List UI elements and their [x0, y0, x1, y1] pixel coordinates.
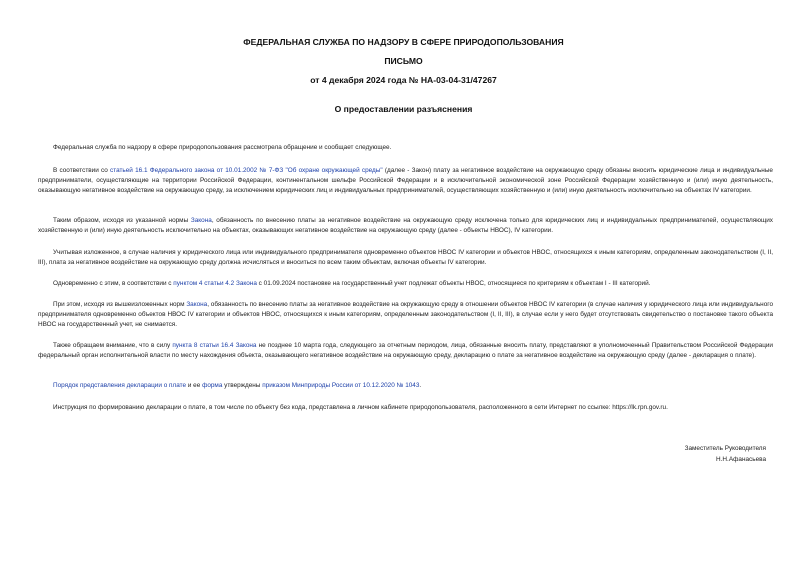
- declaration-form-link[interactable]: форма: [202, 382, 223, 389]
- paragraph-5: [38, 279, 773, 289]
- declaration-procedure-link[interactable]: Порядок представления декларации о плате: [53, 382, 187, 389]
- paragraph-7-text-a: Также обращаем внимание, что в силу: [53, 342, 173, 349]
- paragraph-3-text-a: Таким образом, исходя из указанной нормы: [53, 217, 191, 224]
- paragraph-5-text-a: Одновременно с этим, в соответствии с: [53, 280, 174, 287]
- law-7fz-article-16-1-link[interactable]: статьей 16.1 Федерального закона от 10.01.2002 № 7-ФЗ "Об охране окружающей среды": [110, 167, 383, 174]
- paragraph-1-text: Федеральная служба по надзору в сфере природопользования рассмотрела обращение и сообщает следующее.: [53, 144, 392, 151]
- paragraph-3: [38, 216, 773, 236]
- paragraph-8-text-c: .: [419, 382, 422, 389]
- paragraph-8-text-a: и ее: [186, 382, 203, 389]
- document-type: ПИСЬМО: [384, 56, 423, 66]
- paragraph-5-text-b: с 01.09.2024 постановке на государственный учет подлежат объекты НВОС, относящиеся по критериям к объектам I - III категорий.: [256, 280, 651, 287]
- signature-name: Н.Н.Афанасьева: [716, 456, 766, 463]
- paragraph-2: [38, 166, 773, 197]
- paragraph-8-text-b: утверждены: [222, 382, 263, 389]
- paragraph-6: [38, 300, 773, 331]
- paragraph-3-text-b: , обязанность по внесению платы за негативное воздействие на окружающую среду исключена только для юридических лиц и индивидуальных предпринимателей, осуществляющих хозяйственную и (или) иную деятельность исключительно на объектах, оказывающих негативное воздействие на окружающую среду (далее - объекты НВОС), IV категории.: [38, 217, 773, 235]
- paragraph-1: [38, 143, 773, 153]
- law-link[interactable]: Закона: [186, 301, 208, 308]
- law-article-4-2-item-4-link[interactable]: пунктом 4 статьи 4.2 Закона: [173, 280, 257, 287]
- paragraph-6-text-a: При этом, исходя из вышеизложенных норм: [53, 301, 187, 308]
- paragraph-7: [38, 341, 773, 361]
- paragraph-9: [38, 403, 773, 413]
- law-link[interactable]: Закона: [190, 217, 212, 224]
- paragraph-7-text-b: не позднее 10 марта года, следующего за отчетным периодом, лица, обязанные вносить плату, представляют в уполномоченный Правительством Российской Федерации федеральный орган исполнительной власти по месту нахождения объекта, оказывающего негативное воздействие на окружающую среду, декларацию о плате за негативное воздействие на окружающую среду (далее - декларация о плате).: [38, 342, 773, 360]
- paragraph-9-text: Инструкция по формированию декларации о плате, в том числе по объекту без кода, представлена в личном кабинете природопользователя, расположенного в сети Интернет по ссылке: https://lk.rpn.gov.ru.: [53, 404, 668, 411]
- minprirody-order-1043-link[interactable]: приказом Минприроды России от 10.12.2020 № 1043: [262, 382, 420, 389]
- document-date-number: от 4 декабря 2024 года № НА-03-04-31/47267: [310, 75, 497, 85]
- paragraph-2-text-b: (далее - Закон) плату за негативное воздействие на окружающую среду обязаны вносить юридические лица и индивидуальные предприниматели, осуществляющие на территории Российской Федерации, континентальном шельфе Российской Федерации и в исключительной экономической зоне Российской Федерации хозяйственную и (или) иную деятельность, оказывающую негативное воздействие на окружающую среду, за исключением юридических лиц и индивидуальных предпринимателей, осуществляющих хозяйственную и (или) иную деятельность исключительно на объектах IV категории.: [38, 167, 773, 195]
- paragraph-4: [38, 248, 773, 268]
- paragraph-6-text-b: , обязанность по внесению платы за негативное воздействие на окружающую среду в отношении объектов НВОС IV категории (в случае наличия у юридического лица или индивидуального предпринимателя одновременно объектов НВОС IV категории и объектов НВОС, относящихся к иным категориям, определенным законодательством (I, II, III), в случае если у него будет отсутствовать свидетельство о постановке такого объекта НВОС на государственный учет, не снимается.: [38, 301, 773, 329]
- law-article-16-4-item-8-link[interactable]: пункта 8 статьи 16.4 Закона: [172, 342, 257, 349]
- paragraph-2-text-a: В соответствии со: [53, 167, 111, 174]
- paragraph-4-text: Учитывая изложенное, в случае наличия у юридического лица или индивидуального предпринимателя одновременно объектов НВОС IV категории и объектов НВОС, относящихся к иным категориям, определенным законодательством (I, II, III), плата за негативное воздействие на окружающую среду должна исчисляться и вноситься по всем таким объектам, включая объекты IV категории.: [38, 249, 773, 267]
- agency-title: ФЕДЕРАЛЬНАЯ СЛУЖБА ПО НАДЗОРУ В СФЕРЕ ПРИРОДОПОЛЬЗОВАНИЯ: [243, 37, 564, 47]
- document-subject: О предоставлении разъяснения: [334, 104, 473, 114]
- signature-position: Заместитель Руководителя: [684, 445, 766, 452]
- paragraph-8: [38, 381, 773, 391]
